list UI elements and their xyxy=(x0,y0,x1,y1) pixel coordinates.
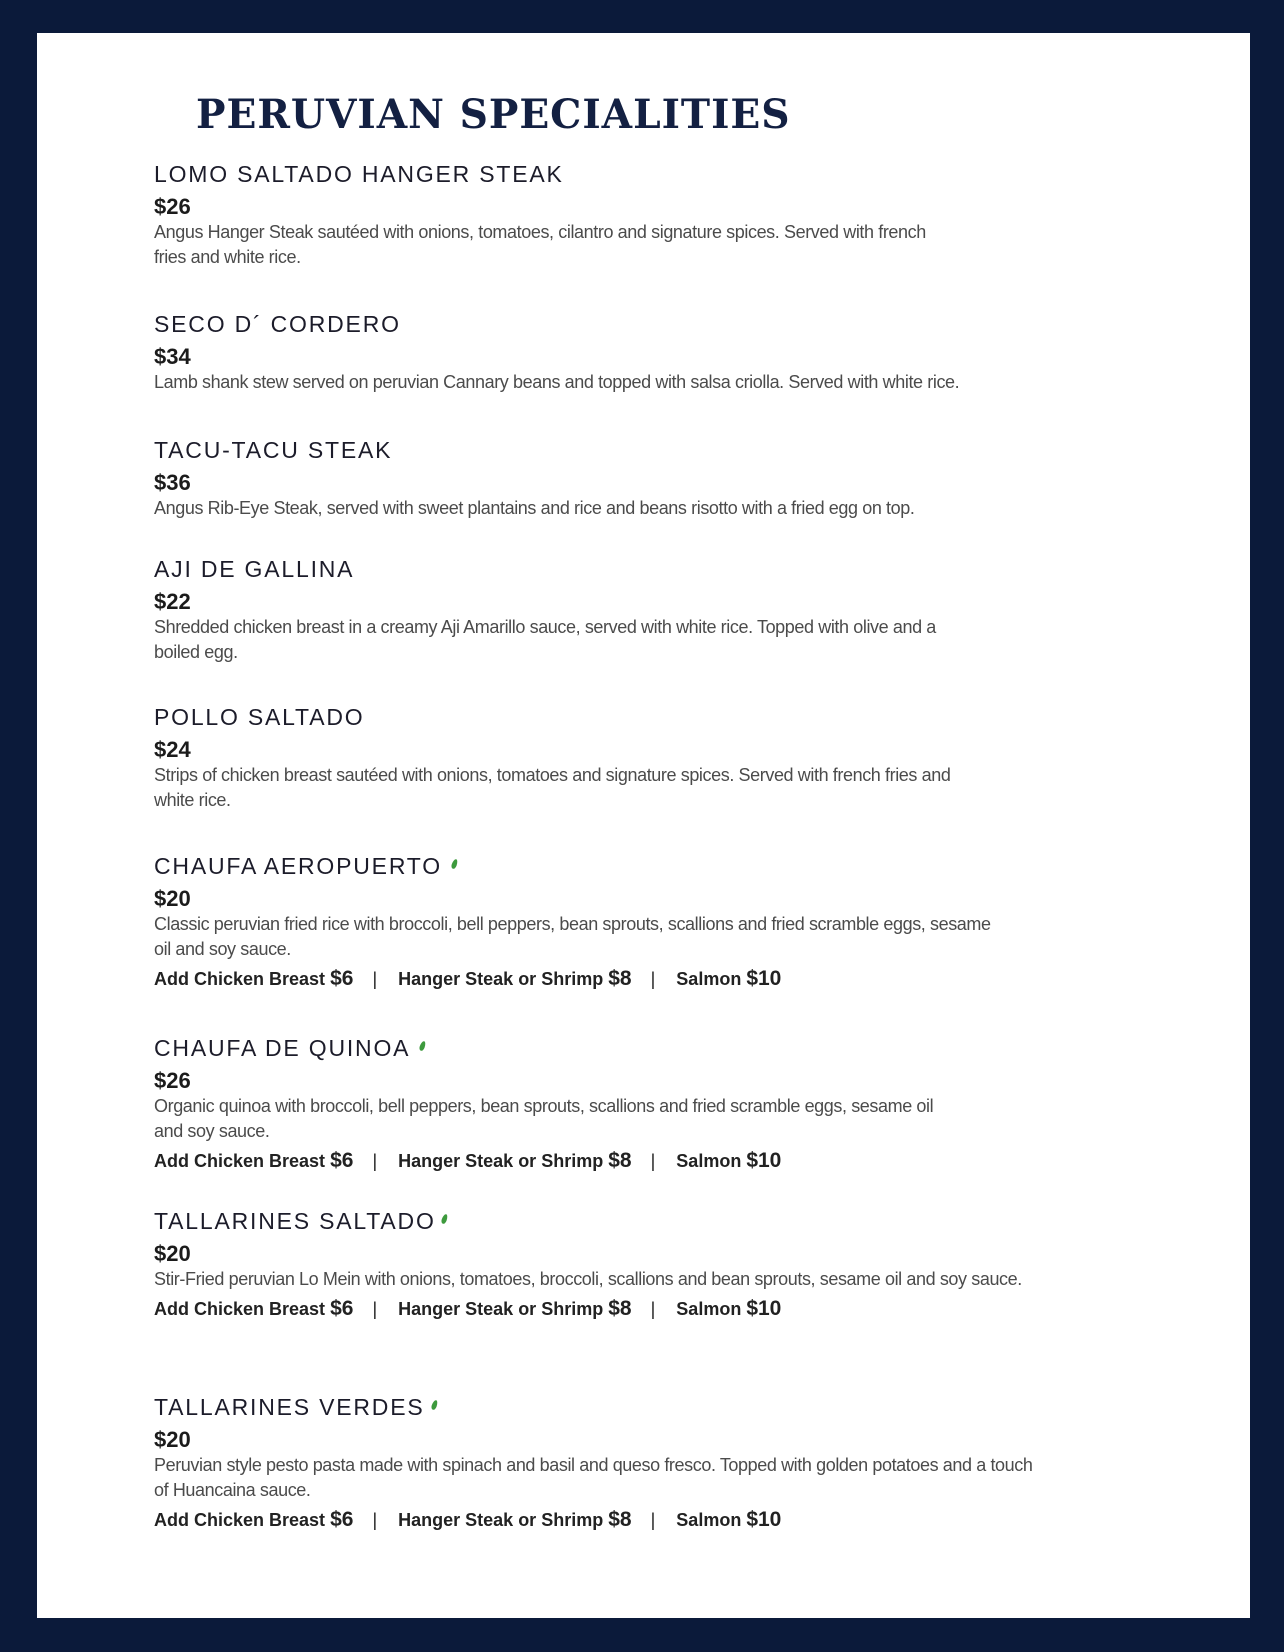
item-name: LOMO SALTADO HANGER STEAK xyxy=(154,161,564,187)
menu-item xyxy=(154,436,1074,521)
add-salmon-price: $10 xyxy=(746,1149,782,1172)
item-name: TACU-TACU STEAK xyxy=(154,437,393,463)
item-description: Angus Hanger Steak sautéed with onions, tomatoes, cilantro and signature spices. Served with french fries and white rice. xyxy=(154,222,926,267)
item-price: $20 xyxy=(154,886,191,911)
add-chicken-price: $6 xyxy=(330,967,354,990)
add-salmon-label: Salmon xyxy=(676,969,742,989)
item-name-row xyxy=(154,852,1074,880)
item-price: $26 xyxy=(154,194,191,219)
menu-item xyxy=(154,310,1074,395)
separator: | xyxy=(650,969,656,989)
item-description: Shredded chicken breast in a creamy Aji Amarillo sauce, served with white rice. Topped with olive and a boiled egg. xyxy=(154,617,936,662)
add-ons-row xyxy=(154,1296,1074,1322)
add-ons-row xyxy=(154,966,1074,992)
add-steak-price: $8 xyxy=(608,1149,632,1172)
add-chicken-label: Add Chicken Breast xyxy=(154,1151,326,1171)
add-salmon-label: Salmon xyxy=(676,1510,742,1530)
item-name: POLLO SALTADO xyxy=(154,704,365,730)
add-salmon-price: $10 xyxy=(746,967,782,990)
add-steak-price: $8 xyxy=(608,1297,632,1320)
separator: | xyxy=(372,1510,378,1530)
menu-item xyxy=(154,160,1074,270)
item-description: Strips of chicken breast sautéed with onions, tomatoes and signature spices. Served with french fries and white rice. xyxy=(154,765,951,810)
item-name: TALLARINES VERDES xyxy=(154,1394,425,1420)
add-salmon-price: $10 xyxy=(746,1297,782,1320)
separator: | xyxy=(650,1510,656,1530)
leaf-icon xyxy=(419,1040,427,1051)
leaf-icon xyxy=(431,1399,439,1410)
separator: | xyxy=(372,969,378,989)
item-name-row xyxy=(154,1034,1074,1062)
menu-item xyxy=(154,852,1074,992)
add-steak-label: Hanger Steak or Shrimp xyxy=(398,1151,604,1171)
item-description: Stir-Fried peruvian Lo Mein with onions, tomatoes, broccoli, scallions and bean sprouts, sesame oil and soy sauce. xyxy=(154,1269,1022,1289)
item-name: TALLARINES SALTADO xyxy=(154,1208,436,1234)
add-salmon-label: Salmon xyxy=(676,1299,742,1319)
item-description: Lamb shank stew served on peruvian Cannary beans and topped with salsa criolla. Served with white rice. xyxy=(154,372,960,392)
item-name: SECO D´ CORDERO xyxy=(154,311,401,337)
item-name: AJI DE GALLINA xyxy=(154,556,355,582)
add-salmon-label: Salmon xyxy=(676,1151,742,1171)
leaf-icon xyxy=(450,858,458,869)
add-chicken-label: Add Chicken Breast xyxy=(154,969,326,989)
add-steak-price: $8 xyxy=(608,1508,632,1531)
item-description: Peruvian style pesto pasta made with spinach and basil and queso fresco. Topped with golden potatoes and a touch of Huancaina sauce. xyxy=(154,1455,1033,1500)
add-chicken-label: Add Chicken Breast xyxy=(154,1510,326,1530)
item-price: $34 xyxy=(154,344,191,369)
menu-item xyxy=(154,1207,1074,1322)
item-name-row xyxy=(154,1207,1074,1235)
separator: | xyxy=(372,1151,378,1171)
item-price: $26 xyxy=(154,1068,191,1093)
item-description: Angus Rib-Eye Steak, served with sweet plantains and rice and beans risotto with a fried egg on top. xyxy=(154,498,915,518)
item-price: $36 xyxy=(154,470,191,495)
menu-item xyxy=(154,555,1074,665)
item-description: Classic peruvian fried rice with broccoli, bell peppers, bean sprouts, scallions and fried scramble eggs, sesame oil and soy sauce. xyxy=(154,914,991,959)
add-ons-row xyxy=(154,1148,1074,1174)
item-price: $24 xyxy=(154,737,191,762)
separator: | xyxy=(372,1299,378,1319)
add-steak-label: Hanger Steak or Shrimp xyxy=(398,1299,604,1319)
add-steak-label: Hanger Steak or Shrimp xyxy=(398,969,604,989)
add-chicken-price: $6 xyxy=(330,1149,354,1172)
add-ons-row xyxy=(154,1507,1074,1533)
add-chicken-price: $6 xyxy=(330,1508,354,1531)
menu-page xyxy=(37,33,1250,1618)
item-name: CHAUFA AEROPUERTO xyxy=(154,853,442,879)
add-chicken-label: Add Chicken Breast xyxy=(154,1299,326,1319)
item-name: CHAUFA DE QUINOA xyxy=(154,1035,411,1061)
menu-item xyxy=(154,1034,1074,1174)
item-description: Organic quinoa with broccoli, bell peppers, bean sprouts, scallions and fried scramble eggs, sesame oil and soy sauce. xyxy=(154,1096,934,1141)
leaf-icon xyxy=(440,1213,448,1224)
separator: | xyxy=(650,1299,656,1319)
menu-item xyxy=(154,703,1074,813)
add-chicken-price: $6 xyxy=(330,1297,354,1320)
add-salmon-price: $10 xyxy=(746,1508,782,1531)
separator: | xyxy=(650,1151,656,1171)
add-steak-price: $8 xyxy=(608,967,632,990)
page-title: PERUVIAN SPECIALITIES xyxy=(196,91,791,138)
item-price: $22 xyxy=(154,589,191,614)
item-price: $20 xyxy=(154,1241,191,1266)
item-price: $20 xyxy=(154,1427,191,1452)
menu-item xyxy=(154,1393,1074,1533)
add-steak-label: Hanger Steak or Shrimp xyxy=(398,1510,604,1530)
item-name-row xyxy=(154,1393,1074,1421)
